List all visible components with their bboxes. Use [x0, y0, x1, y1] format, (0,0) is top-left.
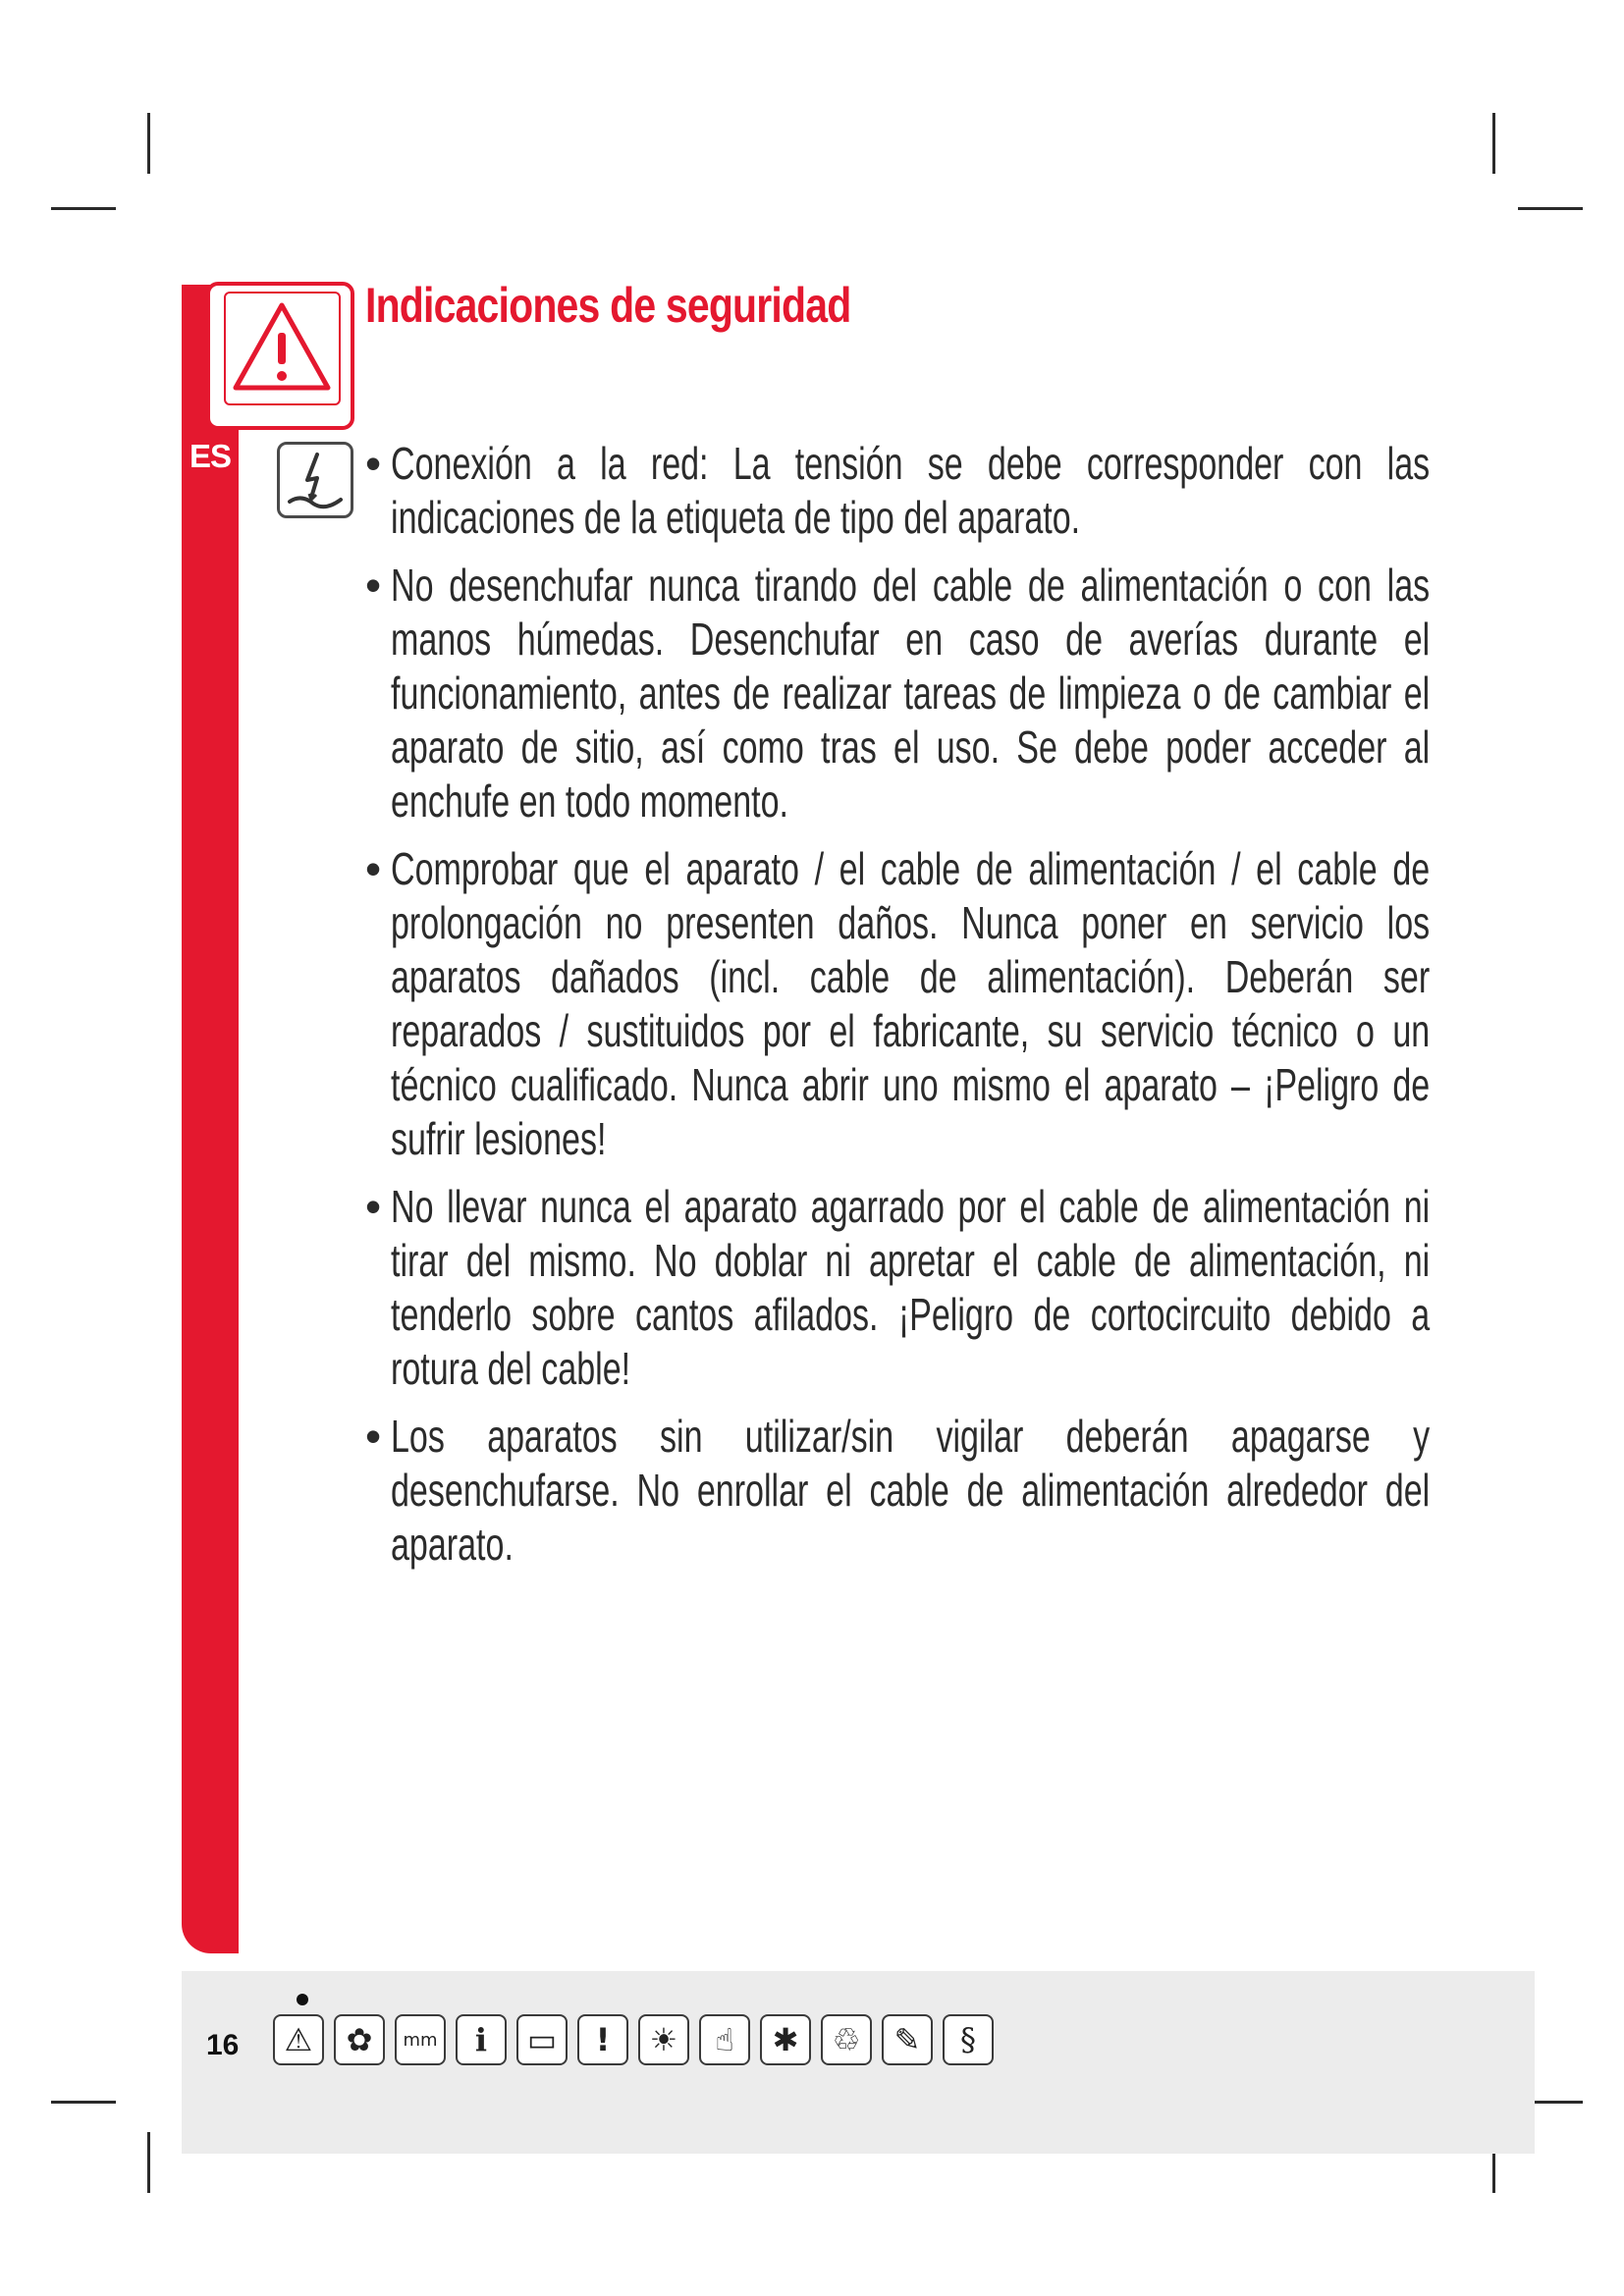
language-tag: ES: [189, 438, 232, 474]
pen-icon[interactable]: ✎: [882, 2014, 933, 2065]
crop-mark: [51, 207, 116, 210]
battery-icon[interactable]: ▭: [516, 2014, 568, 2065]
ruler-icon[interactable]: mm: [395, 2014, 446, 2065]
flower-icon[interactable]: ✿: [334, 2014, 385, 2065]
active-section-indicator: [297, 1994, 308, 2005]
lightbulb-icon[interactable]: ☀: [638, 2014, 689, 2065]
list-item: • Conexión a la red: La tensión se debe corresponder con las indicaciones de la etiqueta de tipo del aparato.: [365, 437, 1465, 545]
warning-triangle-icon: [226, 294, 339, 403]
list-item: • Comprobar que el aparato / el cable de alimentación / el cable de prolongación no presenten daños. Nunca poner en servicio los aparatos dañados (incl. cable de alimentación). Deberán ser reparados / sustituidos por el fabricante, su servicio técnico o un técnico cualificado. Nunca abrir uno mismo el aparato – ¡Peligro de sufrir lesiones!: [365, 842, 1465, 1166]
list-item: • No llevar nunca el aparato agarrado por el cable de alimentación ni tirar del mismo. No doblar ni apretar el cable de alimentación, ni tenderlo sobre cantos afilados. ¡Peligro de cortocircuito debido a rotura del cable!: [365, 1180, 1465, 1396]
info-icon[interactable]: i: [456, 2014, 507, 2065]
crop-mark: [147, 2132, 150, 2193]
power-plug-icon: [277, 442, 353, 518]
crop-mark: [147, 113, 150, 174]
side-color-bar: [182, 285, 239, 1953]
hand-icon[interactable]: ☝: [699, 2014, 750, 2065]
spark-icon[interactable]: ✱: [760, 2014, 811, 2065]
warning-header-icon: [206, 282, 354, 430]
list-item: • Los aparatos sin utilizar/sin vigilar deberán apagarse y desenchufarse. No enrollar el cable de alimentación alrededor del aparato.: [365, 1410, 1465, 1572]
crop-mark: [51, 2101, 116, 2104]
crop-mark: [1492, 113, 1495, 174]
list-item: • No desenchufar nunca tirando del cable de alimentación o con las manos húmedas. Desenchufar en caso de averías durante el funcionamiento, antes de realizar tareas de limpieza o de cambiar el aparato de sitio, así como tras el uso. Se debe poder acceder al enchufe en todo momento.: [365, 559, 1465, 828]
page-number: 16: [206, 2029, 240, 2061]
crop-mark: [1518, 207, 1583, 210]
safety-instructions: [365, 437, 1465, 1585]
exclamation-icon[interactable]: !: [577, 2014, 628, 2065]
section-icon-bar: [273, 2014, 994, 2065]
paragraph-icon[interactable]: §: [943, 2014, 994, 2065]
warning-icon[interactable]: ⚠: [273, 2014, 324, 2065]
page-title: Indicaciones de seguridad: [365, 278, 851, 333]
trash-icon[interactable]: ♲: [821, 2014, 872, 2065]
